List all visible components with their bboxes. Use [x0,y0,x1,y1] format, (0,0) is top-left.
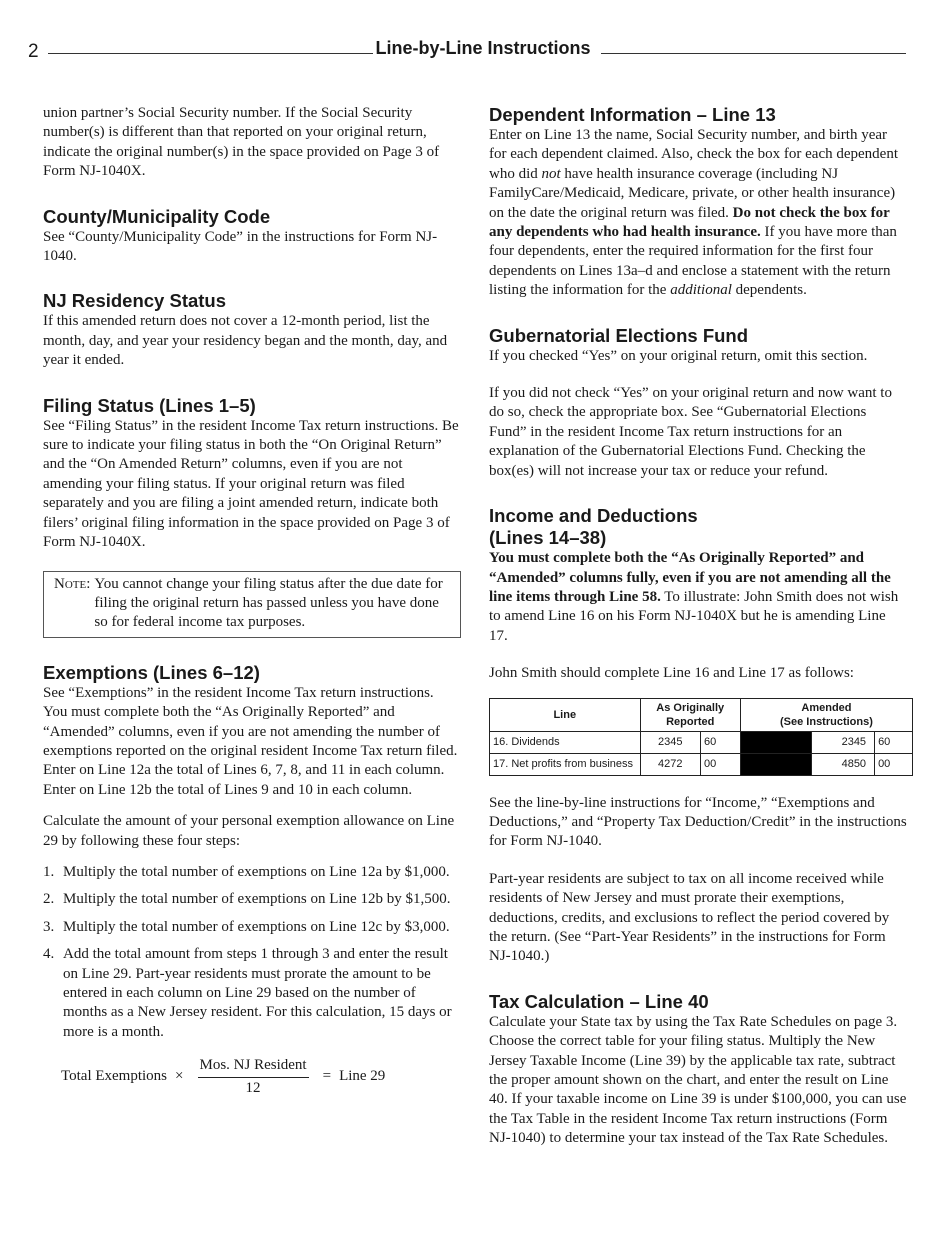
orig-cents: 60 [700,731,740,753]
page-title: Line-by-Line Instructions [375,38,591,58]
exemptions-calc-intro: Calculate the amount of your personal exemption allowance on Line 29 by following these four steps: [43,813,455,849]
note-label: Note: [54,575,91,592]
formula-left: Total Exemptions [61,1068,168,1085]
list-item [43,863,461,882]
formula-fraction [198,1056,309,1098]
step-text: Multiply the total number of exemptions on Line 12a by $1,000. [63,863,450,880]
step-number: 1. [43,863,55,880]
formula-result: Line 29 [339,1068,386,1085]
dependent-body: Enter on Line 13 the name, Social Security number, and birth year for each dependent claimed. Also, check the box for each dependent who did not have health insurance coverage (including NJ FamilyCare/Medicaid, Medicare, private, or other health insurance) on the date the original return was filed. Do not check the box for any dependents who had health insurance. If you have more than four dependents, enter the required information for the first four dependents on Lines 13a–d and enclose a statement with the return listing the information for the additional dependents. [489,127,898,299]
row-line-label: 17. Net profits from business [490,753,641,775]
orig-cents: 00 [700,753,740,775]
col-amended-header: Amended (See Instructions) [740,698,912,731]
left-column [43,104,461,1098]
income-body-4: Part-year residents are subject to tax on all income received while residents of New Jersey and must prorate their exemptions, deductions, credits, and exclusions to reflect the period covered by the return. (See “Part-Year Residents” in the instructions for Form NJ-1040.) [489,870,890,965]
elections-body-2: If you did not check “Yes” on your original return and now want to do so, check the appropriate box. See “Gubernatorial Elections Fund” in the resident Income Tax return instructions for an explanation of the Gubernatorial Elections Fund. Checking the box(es) will not increase your tax or reduce your refund. [489,385,892,479]
county-body: See “County/Municipality Code” in the instructions for Form NJ-1040. [43,228,438,265]
filing-status-body: See “Filing Status” in the resident Income Tax return instructions. Be sure to indicate your filing status in both the “On Original Return” and the “On Amended Return” columns, even if you are not amending your filing status. If your original return was filed separately and you are filing a joint amended return, indicate both filers’ original filing information in the space provided on Page 3 of Form NJ-1040X. [43,417,459,551]
exemptions-heading: Exemptions (Lines 6–12) [43,661,260,683]
blacked-out-cell [740,753,811,775]
tax-calc-body: Calculate your State tax by using the Tax Rate Schedules on page 3. Choose the correct table for your filing status. Multiply the New Jersey Taxable Income (Line 39) by the applicable tax rate, subtract the proper amount shown on the chart, and enter the result on Line 40. If your taxable income on Line 39 is under $100,000, you can use the Tax Table in the resident Income Tax return instructions (Form NJ-1040) to determine your tax instead of the Tax Rate Schedules. [489,1013,907,1147]
step-text: Add the total amount from steps 1 through 3 and enter the result on Line 29. Part-year residents must prorate the amount to be entered in each column on Line 29 based on the number of months as a New Jersey resident. For this calculation, 15 days or more is a month. [63,946,452,1040]
emphasis-not: not [541,165,561,182]
income-body-3: See the line-by-line instructions for “Income,” “Exemptions and Deductions,” and “Property Tax Deduction/Credit” in the instructions for Form NJ-1040. [489,794,907,850]
exemption-steps-list [43,863,461,1042]
col-line-header: Line [490,698,641,731]
exemption-formula [43,1056,461,1098]
list-item [43,945,461,1042]
step-number: 2. [43,891,55,908]
formula-times: × [175,1068,184,1085]
exemptions-body: See “Exemptions” in the resident Income Tax return instructions. You must complete both the “As Originally Reported” and “Amended” columns, even if you are not amending the number of exemptions reported on the original resident Income Tax return filed. Enter on Line 12a the total of Lines 6, 7, 8, and 11 in each column. Enter on Line 12b the total of Lines 9 and 10 in each column. [43,684,458,798]
page-number: 2 [28,41,39,62]
list-item [43,918,461,937]
col-original-header: As Originally Reported [640,698,740,731]
table-row [490,753,913,775]
note-text: You cannot change your filing status after the due date for filing the original return has passed unless you have done so for federal income tax purposes. [94,575,443,631]
orig-dollars: 2345 [640,731,700,753]
income-body: You must complete both the “As Originally Reported” and “Amended” columns fully, even if you are not amending all the line items through Line 58. To illustrate: John Smith does not wish to amend Line 16 on his Form NJ-1040X but he is amending Line 17. [489,550,899,644]
dependent-heading: Dependent Information – Line 13 [489,104,776,125]
dependent-warning: Do not check the box for any dependents who had health insurance. [489,204,890,241]
filing-status-heading: Filing Status (Lines 1–5) [43,394,256,416]
right-column [489,104,907,1149]
blacked-out-cell [740,731,811,753]
county-heading: County/Municipality Code [43,205,271,227]
formula-denominator: 12 [245,1079,261,1096]
page-header [28,38,906,62]
header-rule-right [601,53,906,54]
intro-paragraph: union partner’s Social Security number. If the Social Security number(s) is different than that reported on your original return, indicate the original number(s) in the space provided on Page 3 of Form NJ-1040X. [43,105,440,180]
table-row [490,731,913,753]
amend-dollars: 2345 [811,731,875,753]
amend-cents: 00 [875,753,913,775]
residency-heading: NJ Residency Status [43,290,227,312]
orig-dollars: 4272 [640,753,700,775]
formula-equals: = [322,1068,332,1085]
note-box [43,571,461,638]
emphasis-additional: additional [670,282,732,299]
example-table [489,698,913,776]
step-number: 3. [43,918,55,935]
step-text: Multiply the total number of exemptions on Line 12b by $1,500. [63,891,451,908]
elections-body-1: If you checked “Yes” on your original return, omit this section. [489,347,868,364]
amend-dollars: 4850 [811,753,875,775]
step-text: Multiply the total number of exemptions on Line 12c by $3,000. [63,918,450,935]
residency-body: If this amended return does not cover a 12-month period, list the month, day, and year your residency began and the month, day, and year it ended. [43,313,448,369]
row-line-label: 16. Dividends [490,731,641,753]
elections-heading: Gubernatorial Elections Fund [489,324,749,346]
income-example-intro: John Smith should complete Line 16 and Line 17 as follows: [489,665,854,682]
header-rule-left [48,53,373,54]
income-bold-instruction: You must complete both the “As Originally Reported” and “Amended” columns fully, even if you are not amending all the line items through Line 58. [489,550,891,605]
table-header-row [490,698,913,731]
income-heading: Income and Deductions (Lines 14–38) [489,505,698,549]
tax-calc-heading: Tax Calculation – Line 40 [489,990,709,1012]
formula-numerator: Mos. NJ Resident [198,1056,309,1077]
step-number: 4. [43,946,55,963]
list-item [43,890,461,909]
amend-cents: 60 [875,731,913,753]
